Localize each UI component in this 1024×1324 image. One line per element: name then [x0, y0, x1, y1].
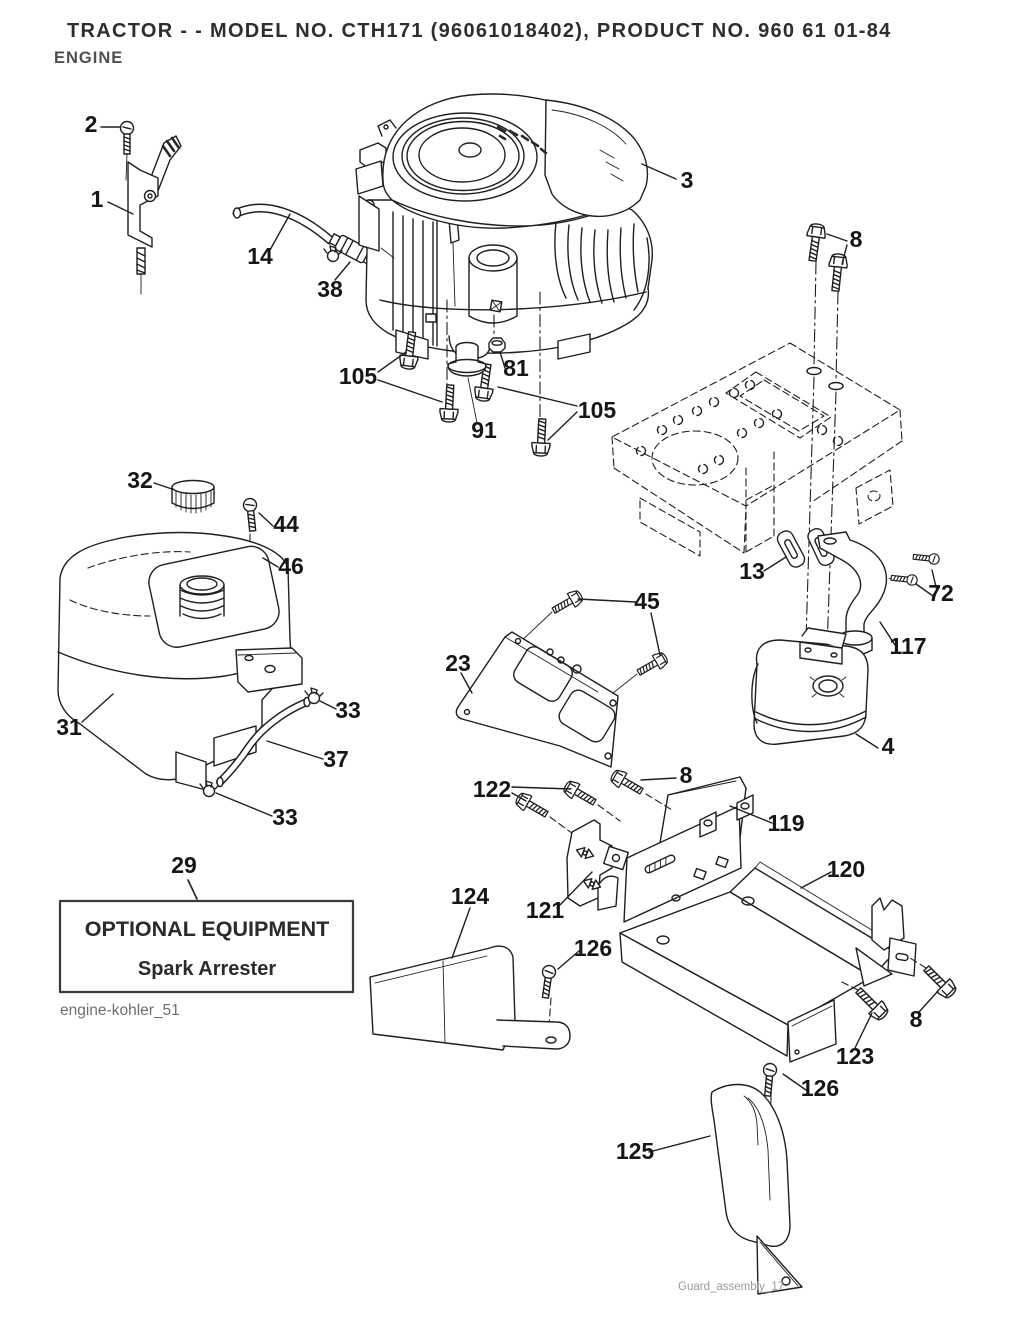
- callout-126-upper: 126: [573, 935, 613, 961]
- callout-4: 4: [881, 733, 895, 759]
- callout-33-upper: 33: [335, 697, 361, 723]
- optional-box-line2: Spark Arrester: [137, 958, 277, 980]
- part-fuel-tank-31: [58, 533, 302, 790]
- callout-119: 119: [767, 810, 805, 836]
- callout-123: 123: [835, 1043, 875, 1069]
- part-fuel-cap-32: [172, 481, 214, 514]
- chassis-frame-reference: [612, 343, 902, 556]
- part-guard-125: [711, 1085, 802, 1295]
- callout-29: 29: [171, 852, 197, 878]
- callout-3: 3: [680, 167, 694, 193]
- callout-45: 45: [634, 588, 660, 614]
- callout-120: 120: [826, 856, 866, 882]
- callout-1: 1: [90, 186, 104, 212]
- part-nut-81: [489, 338, 505, 352]
- part-throttle-control-1: [128, 136, 181, 294]
- sheet-caption-left: engine-kohler_51: [60, 1002, 180, 1019]
- callout-37: 37: [323, 746, 349, 772]
- callout-33-lower: 33: [272, 804, 298, 830]
- optional-equipment-box: [60, 880, 353, 992]
- optional-box-line1: OPTIONAL EQUIPMENT: [84, 917, 330, 941]
- part-guard-124: [370, 946, 570, 1050]
- callout-117: 117: [889, 633, 927, 659]
- callout-46: 46: [278, 553, 304, 579]
- part-fuel-line-14: [234, 208, 331, 240]
- callout-126-lower: 126: [800, 1075, 840, 1101]
- callout-23: 23: [445, 650, 471, 676]
- sheet-caption-right: Guard_assembly_17: [678, 1281, 785, 1293]
- part-bolts-8-top: [804, 223, 849, 650]
- callout-105-right: 105: [577, 397, 617, 423]
- callout-121: 121: [525, 897, 565, 923]
- callout-8-top: 8: [849, 226, 863, 252]
- callout-125: 125: [615, 1138, 655, 1164]
- callout-8-mid: 8: [679, 762, 693, 788]
- callout-81: 81: [503, 355, 529, 381]
- part-bolt-8-mid: [609, 768, 672, 810]
- page-subtitle: ENGINE: [54, 49, 124, 67]
- callout-38: 38: [317, 276, 343, 302]
- callout-72: 72: [928, 580, 954, 606]
- callout-14: 14: [247, 243, 273, 269]
- callout-122: 122: [472, 776, 512, 802]
- callout-124: 124: [450, 883, 490, 909]
- callout-105-left: 105: [338, 363, 378, 389]
- callout-13: 13: [739, 558, 765, 584]
- callout-31: 31: [56, 714, 82, 740]
- callout-32: 32: [127, 467, 153, 493]
- part-engine-3: [356, 94, 652, 359]
- page-title: TRACTOR - - MODEL NO. CTH171 (96061018402), PRODUCT NO. 960 61 01-84: [67, 20, 892, 42]
- callout-91: 91: [471, 417, 497, 443]
- callout-8-lower: 8: [909, 1006, 923, 1032]
- part-heat-shield-23: [456, 632, 618, 767]
- callout-44: 44: [273, 511, 299, 537]
- callout-2: 2: [84, 111, 98, 137]
